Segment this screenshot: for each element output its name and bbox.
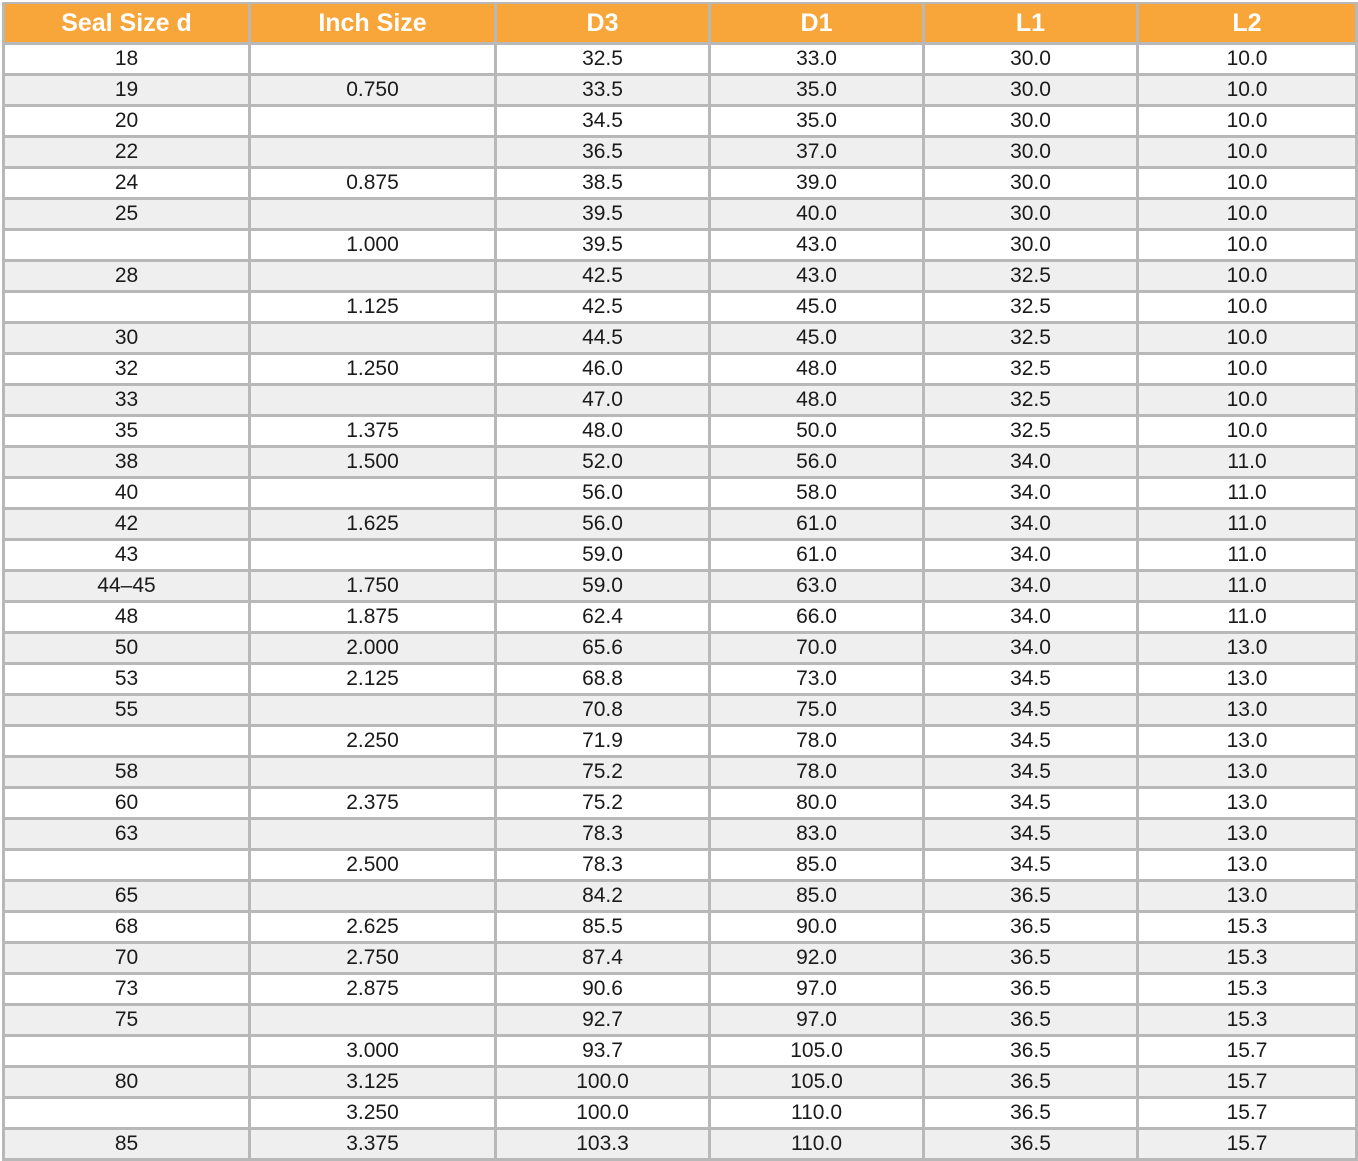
table-row <box>4 1036 1357 1067</box>
cell-d1: 33.0 <box>710 44 924 75</box>
cell-l1: 30.0 <box>924 75 1138 106</box>
cell-l1: 34.0 <box>924 571 1138 602</box>
cell-d3: 68.8 <box>496 664 710 695</box>
cell-inch-size <box>250 695 496 726</box>
cell-d3: 56.0 <box>496 478 710 509</box>
cell-l1: 36.5 <box>924 1129 1138 1160</box>
cell-d3: 93.7 <box>496 1036 710 1067</box>
cell-d1: 63.0 <box>710 571 924 602</box>
table-row <box>4 1129 1357 1160</box>
cell-seal-size: 85 <box>4 1129 250 1160</box>
table-row <box>4 1005 1357 1036</box>
cell-d1: 78.0 <box>710 726 924 757</box>
table-row <box>4 478 1357 509</box>
cell-d3: 78.3 <box>496 850 710 881</box>
seal-size-table <box>2 2 1358 1161</box>
cell-l1: 30.0 <box>924 137 1138 168</box>
cell-inch-size: 3.250 <box>250 1098 496 1129</box>
cell-d3: 42.5 <box>496 261 710 292</box>
cell-inch-size: 2.000 <box>250 633 496 664</box>
cell-l2: 15.7 <box>1138 1129 1357 1160</box>
cell-l2: 10.0 <box>1138 230 1357 261</box>
cell-l2: 13.0 <box>1138 819 1357 850</box>
cell-d1: 48.0 <box>710 354 924 385</box>
table-row <box>4 323 1357 354</box>
cell-d1: 85.0 <box>710 881 924 912</box>
cell-l1: 34.5 <box>924 726 1138 757</box>
cell-l2: 10.0 <box>1138 292 1357 323</box>
table-row <box>4 633 1357 664</box>
cell-l1: 30.0 <box>924 199 1138 230</box>
cell-inch-size: 2.125 <box>250 664 496 695</box>
cell-seal-size: 20 <box>4 106 250 137</box>
cell-seal-size: 28 <box>4 261 250 292</box>
cell-inch-size <box>250 106 496 137</box>
cell-l1: 34.5 <box>924 757 1138 788</box>
cell-seal-size: 40 <box>4 478 250 509</box>
cell-l2: 10.0 <box>1138 75 1357 106</box>
cell-d3: 70.8 <box>496 695 710 726</box>
cell-inch-size: 1.000 <box>250 230 496 261</box>
cell-d1: 78.0 <box>710 757 924 788</box>
cell-l2: 11.0 <box>1138 478 1357 509</box>
cell-seal-size <box>4 850 250 881</box>
cell-l1: 32.5 <box>924 385 1138 416</box>
cell-l1: 30.0 <box>924 168 1138 199</box>
cell-l1: 36.5 <box>924 943 1138 974</box>
cell-d1: 80.0 <box>710 788 924 819</box>
cell-d3: 59.0 <box>496 571 710 602</box>
cell-seal-size: 75 <box>4 1005 250 1036</box>
cell-l1: 34.0 <box>924 478 1138 509</box>
table-row <box>4 230 1357 261</box>
header-seal-size: Seal Size d <box>4 3 250 44</box>
cell-l1: 30.0 <box>924 106 1138 137</box>
cell-inch-size <box>250 137 496 168</box>
cell-d3: 47.0 <box>496 385 710 416</box>
cell-inch-size <box>250 478 496 509</box>
table-row <box>4 106 1357 137</box>
cell-l1: 34.0 <box>924 602 1138 633</box>
cell-seal-size: 33 <box>4 385 250 416</box>
cell-d3: 92.7 <box>496 1005 710 1036</box>
cell-l2: 15.7 <box>1138 1067 1357 1098</box>
table-body <box>4 44 1357 1160</box>
cell-inch-size: 0.875 <box>250 168 496 199</box>
cell-l1: 30.0 <box>924 230 1138 261</box>
cell-l2: 15.3 <box>1138 943 1357 974</box>
cell-d3: 59.0 <box>496 540 710 571</box>
cell-d3: 46.0 <box>496 354 710 385</box>
table-row <box>4 354 1357 385</box>
cell-d3: 75.2 <box>496 757 710 788</box>
cell-inch-size: 3.125 <box>250 1067 496 1098</box>
cell-l2: 15.3 <box>1138 974 1357 1005</box>
table-row <box>4 850 1357 881</box>
cell-l2: 11.0 <box>1138 602 1357 633</box>
cell-l2: 13.0 <box>1138 881 1357 912</box>
cell-l2: 11.0 <box>1138 571 1357 602</box>
cell-d3: 38.5 <box>496 168 710 199</box>
table-row <box>4 1098 1357 1129</box>
table-row <box>4 416 1357 447</box>
table-row <box>4 540 1357 571</box>
cell-l2: 13.0 <box>1138 757 1357 788</box>
cell-l2: 10.0 <box>1138 354 1357 385</box>
header-inch-size: Inch Size <box>250 3 496 44</box>
cell-d3: 52.0 <box>496 447 710 478</box>
cell-l2: 13.0 <box>1138 788 1357 819</box>
cell-inch-size: 1.750 <box>250 571 496 602</box>
cell-l1: 32.5 <box>924 261 1138 292</box>
cell-inch-size <box>250 323 496 354</box>
cell-seal-size <box>4 726 250 757</box>
cell-l1: 34.5 <box>924 819 1138 850</box>
cell-d1: 61.0 <box>710 540 924 571</box>
cell-l1: 34.5 <box>924 664 1138 695</box>
cell-seal-size: 68 <box>4 912 250 943</box>
table-row <box>4 881 1357 912</box>
table-row <box>4 788 1357 819</box>
cell-d3: 65.6 <box>496 633 710 664</box>
cell-inch-size: 2.500 <box>250 850 496 881</box>
cell-inch-size <box>250 44 496 75</box>
table-row <box>4 75 1357 106</box>
cell-d3: 44.5 <box>496 323 710 354</box>
cell-l1: 34.0 <box>924 540 1138 571</box>
cell-l2: 10.0 <box>1138 199 1357 230</box>
cell-seal-size <box>4 1098 250 1129</box>
cell-l1: 32.5 <box>924 292 1138 323</box>
cell-d3: 75.2 <box>496 788 710 819</box>
table-row <box>4 261 1357 292</box>
cell-d1: 39.0 <box>710 168 924 199</box>
cell-inch-size <box>250 757 496 788</box>
cell-l2: 10.0 <box>1138 168 1357 199</box>
cell-inch-size: 3.375 <box>250 1129 496 1160</box>
cell-d1: 105.0 <box>710 1036 924 1067</box>
cell-l1: 36.5 <box>924 912 1138 943</box>
cell-inch-size: 0.750 <box>250 75 496 106</box>
table-row <box>4 943 1357 974</box>
cell-inch-size: 1.375 <box>250 416 496 447</box>
cell-seal-size: 53 <box>4 664 250 695</box>
cell-l1: 36.5 <box>924 1005 1138 1036</box>
cell-inch-size: 2.750 <box>250 943 496 974</box>
cell-l1: 34.0 <box>924 447 1138 478</box>
cell-d1: 61.0 <box>710 509 924 540</box>
cell-d1: 105.0 <box>710 1067 924 1098</box>
cell-d3: 100.0 <box>496 1067 710 1098</box>
table-row <box>4 137 1357 168</box>
cell-seal-size: 24 <box>4 168 250 199</box>
cell-d1: 50.0 <box>710 416 924 447</box>
cell-d3: 85.5 <box>496 912 710 943</box>
cell-l2: 13.0 <box>1138 726 1357 757</box>
cell-l1: 34.5 <box>924 788 1138 819</box>
cell-inch-size <box>250 540 496 571</box>
cell-seal-size: 50 <box>4 633 250 664</box>
table-row <box>4 602 1357 633</box>
cell-l2: 10.0 <box>1138 416 1357 447</box>
cell-d3: 62.4 <box>496 602 710 633</box>
cell-l2: 15.3 <box>1138 912 1357 943</box>
cell-d3: 42.5 <box>496 292 710 323</box>
table-row <box>4 1067 1357 1098</box>
cell-d1: 40.0 <box>710 199 924 230</box>
cell-d3: 100.0 <box>496 1098 710 1129</box>
cell-seal-size: 30 <box>4 323 250 354</box>
cell-l2: 15.7 <box>1138 1098 1357 1129</box>
cell-d1: 43.0 <box>710 230 924 261</box>
cell-d3: 84.2 <box>496 881 710 912</box>
cell-inch-size <box>250 881 496 912</box>
cell-d3: 78.3 <box>496 819 710 850</box>
cell-d1: 92.0 <box>710 943 924 974</box>
cell-seal-size: 73 <box>4 974 250 1005</box>
cell-inch-size: 2.250 <box>250 726 496 757</box>
cell-l1: 34.0 <box>924 633 1138 664</box>
cell-seal-size: 35 <box>4 416 250 447</box>
cell-inch-size: 1.250 <box>250 354 496 385</box>
cell-seal-size: 70 <box>4 943 250 974</box>
cell-l1: 36.5 <box>924 974 1138 1005</box>
cell-seal-size <box>4 230 250 261</box>
cell-d1: 66.0 <box>710 602 924 633</box>
cell-l1: 34.5 <box>924 850 1138 881</box>
cell-l1: 34.5 <box>924 695 1138 726</box>
table-row <box>4 292 1357 323</box>
table-row <box>4 199 1357 230</box>
cell-d1: 97.0 <box>710 1005 924 1036</box>
cell-seal-size: 43 <box>4 540 250 571</box>
cell-d3: 36.5 <box>496 137 710 168</box>
table-row <box>4 385 1357 416</box>
cell-seal-size: 19 <box>4 75 250 106</box>
table-row <box>4 44 1357 75</box>
cell-inch-size <box>250 261 496 292</box>
cell-seal-size: 18 <box>4 44 250 75</box>
header-d3: D3 <box>496 3 710 44</box>
cell-seal-size: 55 <box>4 695 250 726</box>
cell-seal-size <box>4 292 250 323</box>
cell-l1: 32.5 <box>924 354 1138 385</box>
cell-l1: 36.5 <box>924 881 1138 912</box>
cell-d3: 56.0 <box>496 509 710 540</box>
cell-d1: 58.0 <box>710 478 924 509</box>
cell-inch-size: 2.375 <box>250 788 496 819</box>
cell-seal-size: 32 <box>4 354 250 385</box>
cell-l2: 13.0 <box>1138 850 1357 881</box>
cell-d1: 90.0 <box>710 912 924 943</box>
cell-l2: 10.0 <box>1138 323 1357 354</box>
cell-d1: 83.0 <box>710 819 924 850</box>
table-row <box>4 912 1357 943</box>
cell-seal-size: 48 <box>4 602 250 633</box>
table-row <box>4 509 1357 540</box>
cell-d3: 87.4 <box>496 943 710 974</box>
cell-d3: 33.5 <box>496 75 710 106</box>
cell-seal-size: 25 <box>4 199 250 230</box>
cell-d3: 103.3 <box>496 1129 710 1160</box>
cell-l2: 10.0 <box>1138 261 1357 292</box>
cell-d3: 90.6 <box>496 974 710 1005</box>
cell-inch-size: 1.875 <box>250 602 496 633</box>
cell-l2: 11.0 <box>1138 540 1357 571</box>
table-row <box>4 571 1357 602</box>
cell-l2: 13.0 <box>1138 633 1357 664</box>
cell-seal-size: 60 <box>4 788 250 819</box>
cell-l1: 32.5 <box>924 323 1138 354</box>
table-row <box>4 726 1357 757</box>
cell-l2: 15.3 <box>1138 1005 1357 1036</box>
cell-d1: 35.0 <box>710 106 924 137</box>
cell-d1: 75.0 <box>710 695 924 726</box>
cell-l1: 34.0 <box>924 509 1138 540</box>
cell-seal-size: 80 <box>4 1067 250 1098</box>
cell-l2: 10.0 <box>1138 137 1357 168</box>
header-l2: L2 <box>1138 3 1357 44</box>
cell-d3: 34.5 <box>496 106 710 137</box>
cell-seal-size: 58 <box>4 757 250 788</box>
header-d1: D1 <box>710 3 924 44</box>
cell-d3: 39.5 <box>496 199 710 230</box>
cell-d1: 45.0 <box>710 292 924 323</box>
cell-d3: 71.9 <box>496 726 710 757</box>
cell-l2: 15.7 <box>1138 1036 1357 1067</box>
cell-seal-size: 65 <box>4 881 250 912</box>
cell-inch-size <box>250 819 496 850</box>
cell-l2: 11.0 <box>1138 509 1357 540</box>
cell-d1: 110.0 <box>710 1098 924 1129</box>
cell-d1: 70.0 <box>710 633 924 664</box>
cell-l2: 10.0 <box>1138 44 1357 75</box>
header-l1: L1 <box>924 3 1138 44</box>
cell-l1: 30.0 <box>924 44 1138 75</box>
cell-inch-size: 1.625 <box>250 509 496 540</box>
cell-d1: 73.0 <box>710 664 924 695</box>
cell-d3: 39.5 <box>496 230 710 261</box>
header-row <box>4 3 1357 44</box>
cell-inch-size: 1.500 <box>250 447 496 478</box>
cell-seal-size <box>4 1036 250 1067</box>
cell-d1: 43.0 <box>710 261 924 292</box>
cell-d3: 48.0 <box>496 416 710 447</box>
cell-l2: 13.0 <box>1138 664 1357 695</box>
cell-seal-size: 42 <box>4 509 250 540</box>
seal-size-table-container <box>2 2 1355 1161</box>
cell-d1: 45.0 <box>710 323 924 354</box>
table-header <box>4 3 1357 44</box>
cell-inch-size: 2.625 <box>250 912 496 943</box>
cell-l1: 36.5 <box>924 1067 1138 1098</box>
cell-d3: 32.5 <box>496 44 710 75</box>
cell-seal-size: 44–45 <box>4 571 250 602</box>
cell-d1: 85.0 <box>710 850 924 881</box>
cell-inch-size: 2.875 <box>250 974 496 1005</box>
cell-seal-size: 22 <box>4 137 250 168</box>
cell-d1: 48.0 <box>710 385 924 416</box>
table-row <box>4 695 1357 726</box>
cell-seal-size: 63 <box>4 819 250 850</box>
cell-inch-size: 1.125 <box>250 292 496 323</box>
cell-d1: 110.0 <box>710 1129 924 1160</box>
cell-l2: 10.0 <box>1138 106 1357 137</box>
cell-d1: 97.0 <box>710 974 924 1005</box>
table-row <box>4 168 1357 199</box>
cell-l1: 36.5 <box>924 1098 1138 1129</box>
cell-l1: 36.5 <box>924 1036 1138 1067</box>
cell-seal-size: 38 <box>4 447 250 478</box>
cell-l1: 32.5 <box>924 416 1138 447</box>
table-row <box>4 664 1357 695</box>
cell-d1: 37.0 <box>710 137 924 168</box>
table-row <box>4 974 1357 1005</box>
table-row <box>4 447 1357 478</box>
cell-l2: 10.0 <box>1138 385 1357 416</box>
cell-d1: 56.0 <box>710 447 924 478</box>
cell-inch-size <box>250 1005 496 1036</box>
cell-inch-size <box>250 385 496 416</box>
table-row <box>4 819 1357 850</box>
cell-l2: 11.0 <box>1138 447 1357 478</box>
cell-l2: 13.0 <box>1138 695 1357 726</box>
cell-inch-size: 3.000 <box>250 1036 496 1067</box>
table-row <box>4 757 1357 788</box>
cell-d1: 35.0 <box>710 75 924 106</box>
cell-inch-size <box>250 199 496 230</box>
